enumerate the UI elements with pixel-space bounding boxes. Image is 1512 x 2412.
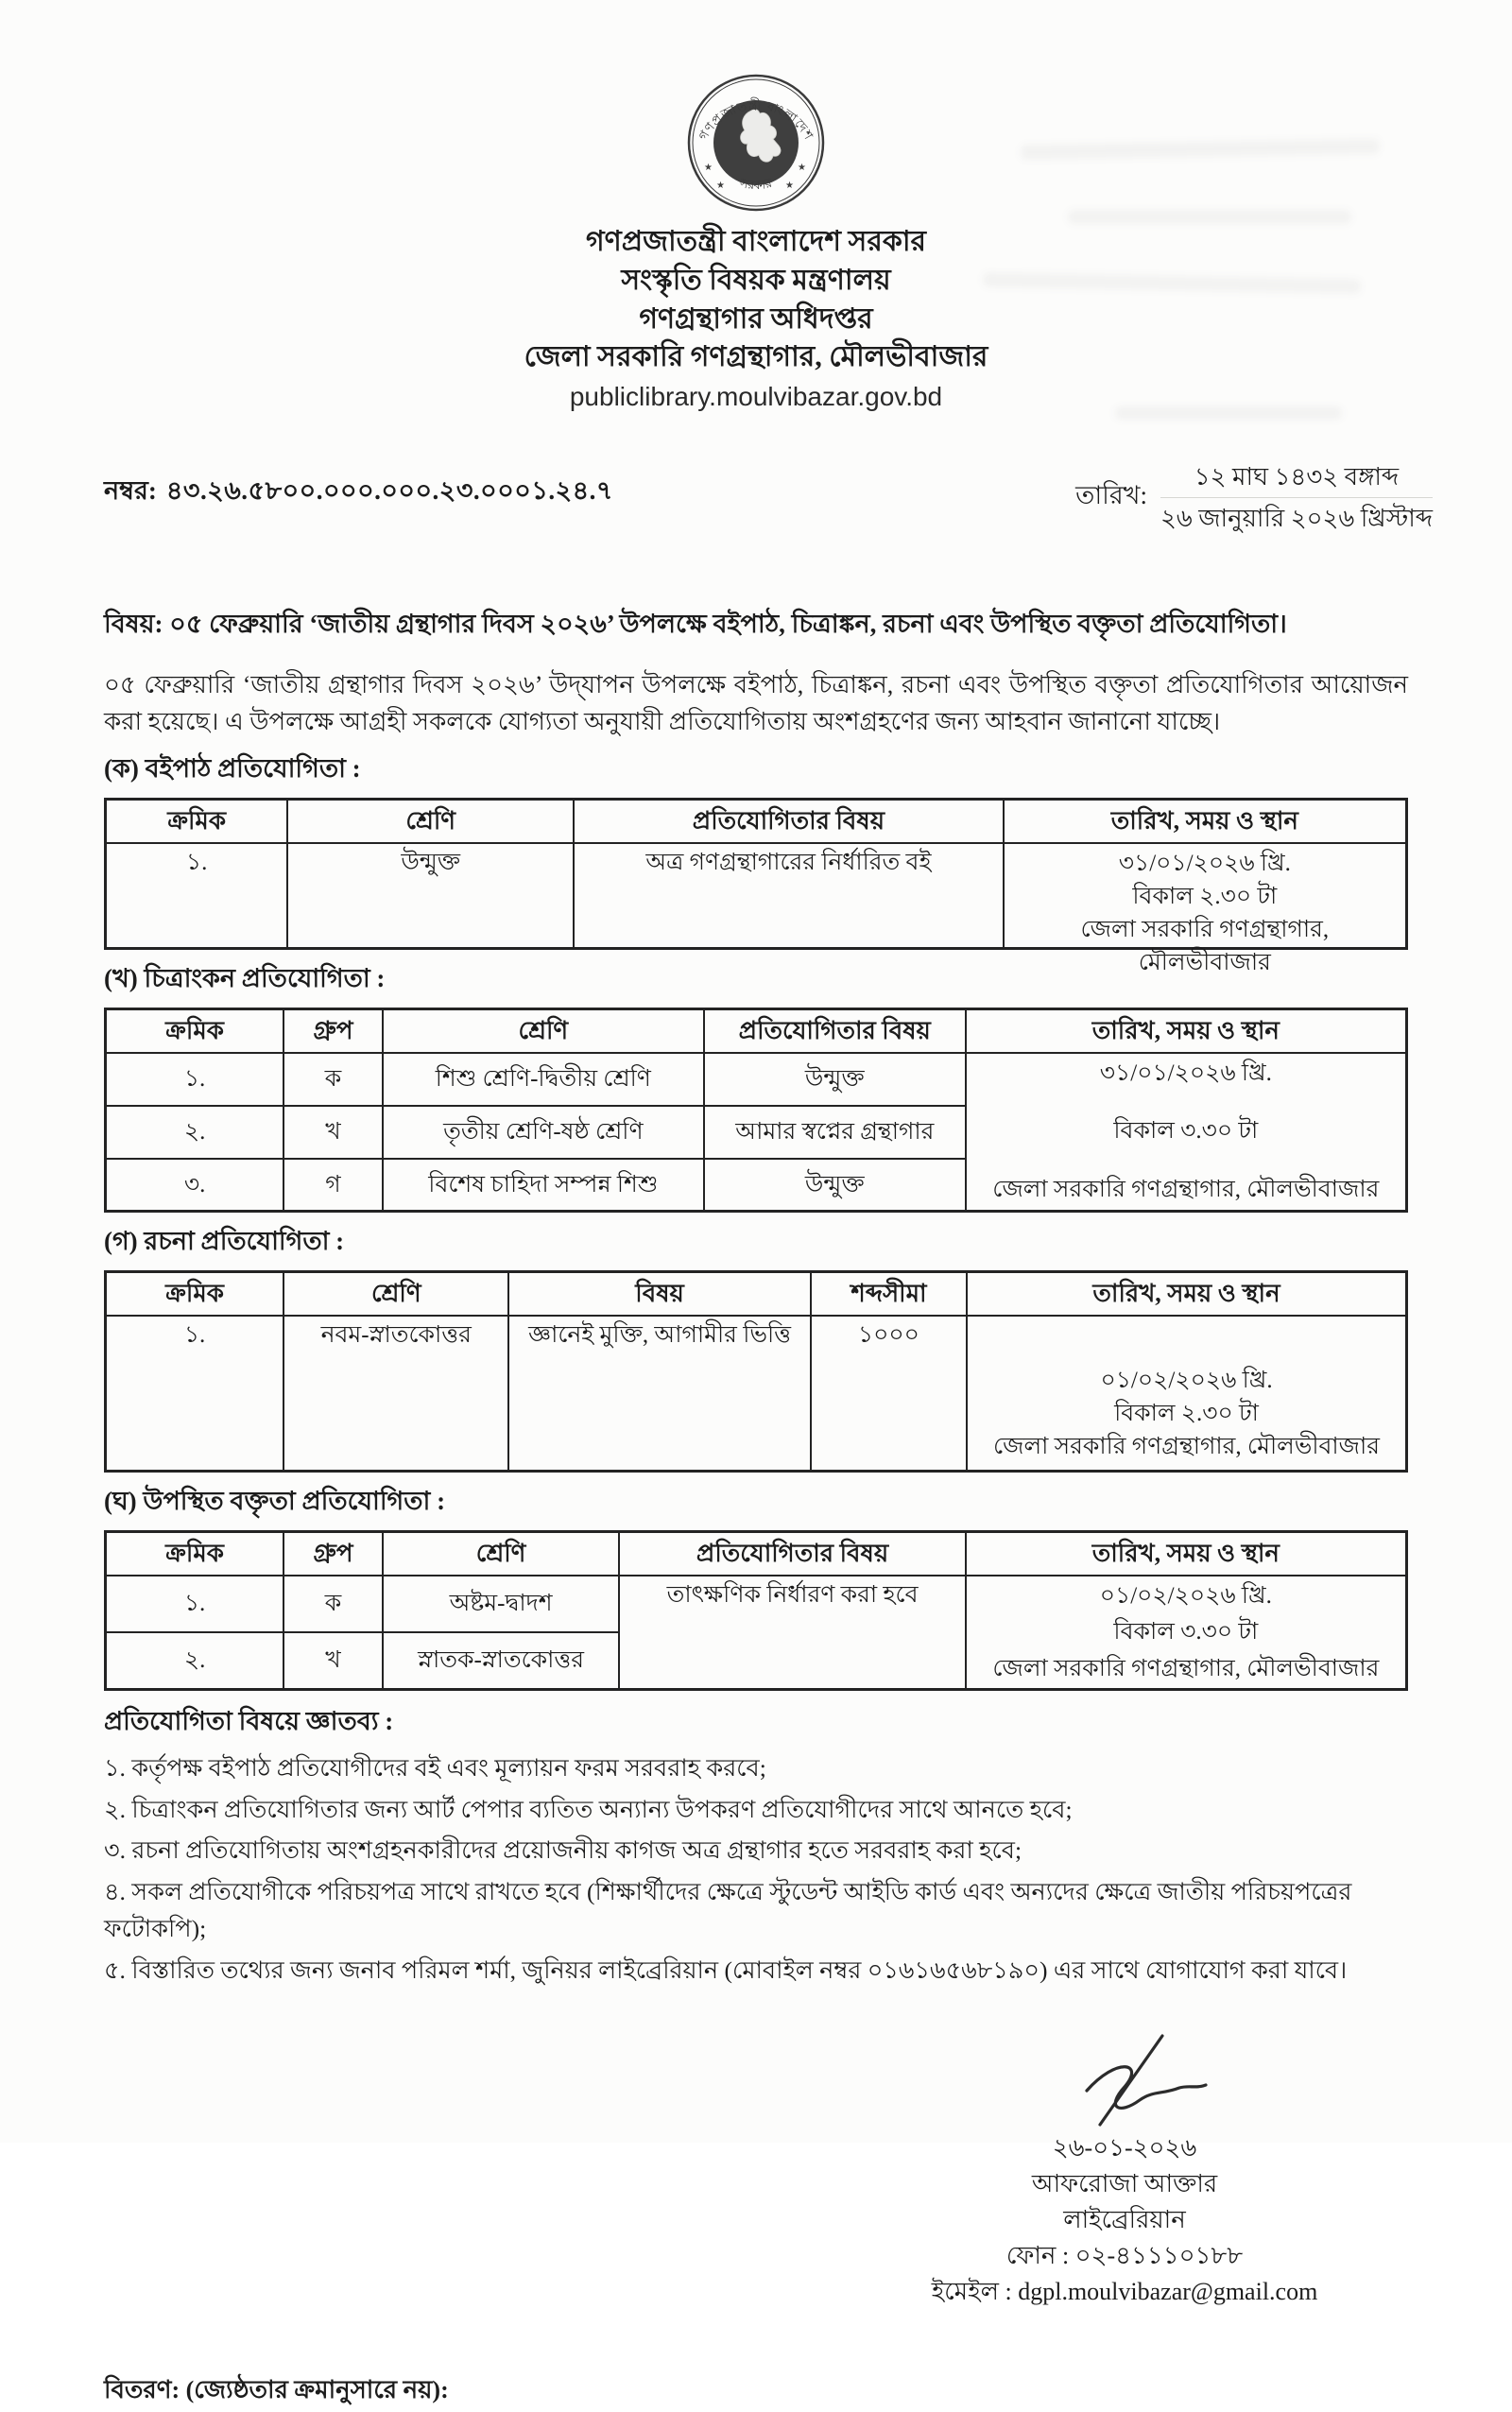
- seal-star-icon: ★: [704, 163, 713, 173]
- event-time: বিকাল ৩.৩০ টা: [1113, 1118, 1259, 1145]
- cell-subject: তাৎক্ষণিক নির্ধারণ করা হবে: [619, 1576, 965, 1690]
- event-date: ০১/০২/২০২৬ খ্রি.: [1100, 1367, 1273, 1393]
- bleed-through-artifact: [1115, 406, 1342, 420]
- event-venue: জেলা সরকারি গণগ্রন্থাগার, মৌলভীবাজার: [992, 1655, 1380, 1681]
- distribution-line: বিতরণ: (জ্যেষ্ঠতার ক্রমানুসারে নয়):: [104, 2375, 449, 2403]
- cell-subject: উন্মুক্ত: [704, 1159, 966, 1212]
- note-item: ৩. রচনা প্রতিযোগিতায় অংশগ্রহনকারীদের প্রয়োজনীয় কাগজ অত্র গ্রন্থাগার হতে সরবরাহ করা হবে;: [104, 1836, 1022, 1865]
- cell-class: অষ্টম-দ্বাদশ: [383, 1576, 620, 1632]
- handwritten-signature-icon: [1064, 2030, 1234, 2134]
- note-item: ১. কর্তৃপক্ষ বইপাঠ প্রতিযোগীদের বই এবং মূল্যায়ন ফরম সরবরাহ করবে;: [104, 1753, 766, 1782]
- cell-serial: ২.: [106, 1106, 284, 1159]
- org-line-directorate: গণগ্রন্থাগার অধিদপ্তর: [639, 302, 873, 335]
- col-serial: ক্রমিক: [106, 800, 288, 843]
- cell-serial: ২.: [106, 1632, 284, 1689]
- org-website: publiclibrary.moulvibazar.gov.bd: [569, 382, 943, 412]
- col-subject: প্রতিযোগিতার বিষয়: [619, 1532, 965, 1576]
- event-venue: জেলা সরকারি গণগ্রন্থাগার, মৌলভীবাজার: [992, 1176, 1380, 1202]
- section-c-heading: (গ) রচনা প্রতিযোগিতা :: [104, 1227, 345, 1256]
- org-line-government: গণপ্রজাতন্ত্রী বাংলাদেশ সরকার: [585, 226, 927, 257]
- cell-class: স্নাতক-স্নাতকোত্তর: [383, 1632, 620, 1689]
- seal-star-icon: ★: [785, 181, 794, 191]
- event-time: বিকাল ২.৩০ টা: [1132, 883, 1278, 909]
- signature-date: ২৬-০১-২০২৬: [1052, 2134, 1197, 2162]
- cell-subject: আমার স্বপ্নের গ্রন্থাগার: [704, 1106, 966, 1159]
- seal-star-icon: ★: [798, 163, 806, 173]
- memo-date: [1075, 458, 1433, 537]
- event-time: বিকাল ৩.৩০ টা: [1113, 1619, 1259, 1645]
- date-bangla: ১২ মাঘ ১৪৩২ বঙ্গাব্দ: [1160, 458, 1433, 498]
- col-serial: ক্রমিক: [106, 1272, 284, 1316]
- table-header-row: [106, 1009, 1407, 1053]
- signatory-email: ইমেইল : dgpl.moulvibazar@gmail.com: [931, 2277, 1318, 2305]
- cell-subject: জ্ঞানেই মুক্তি, আগামীর ভিত্তি: [508, 1316, 810, 1472]
- cell-group: ক: [284, 1053, 383, 1106]
- government-seal-icon: [685, 72, 827, 214]
- cell-datetime: [966, 1053, 1407, 1212]
- note-item: ৪. সকল প্রতিযোগীকে পরিচয়পত্র সাথে রাখতে হবে (শিক্ষার্থীদের ক্ষেত্রে স্টুডেন্ট আইডি কার্ড এবং অন্যদের ক্ষেত্রে জাতীয় পরিচয়পত্রের ফটোকপি);: [104, 1878, 1352, 1942]
- cell-group: ক: [284, 1576, 383, 1632]
- cell-class: তৃতীয় শ্রেণি-ষষ্ঠ শ্রেণি: [383, 1106, 704, 1159]
- col-serial: ক্রমিক: [106, 1009, 284, 1053]
- col-datetime: তারিখ, সময় ও স্থান: [967, 1272, 1406, 1316]
- memo-number: [104, 458, 613, 514]
- cell-class: বিশেষ চাহিদা সম্পন্ন শিশু: [383, 1159, 704, 1212]
- signatory-phone: ফোন : ০২-৪১১১০১৮৮: [1005, 2241, 1244, 2269]
- table-row: [106, 1316, 1407, 1472]
- table-row: [106, 843, 1407, 949]
- seal-bottom-text: সরকার: [738, 175, 774, 193]
- speech-table: [104, 1530, 1408, 1691]
- date-label: তারিখ:: [1075, 481, 1147, 510]
- seal-star-icon: ★: [716, 181, 725, 191]
- col-datetime: তারিখ, সময় ও স্থান: [1004, 800, 1407, 843]
- col-datetime: তারিখ, সময় ও স্থান: [966, 1532, 1407, 1576]
- col-subject: প্রতিযোগিতার বিষয়: [704, 1009, 966, 1053]
- org-line-ministry: সংস্কৃতি বিষয়ক মন্ত্রণালয়: [621, 264, 891, 296]
- event-venue: জেলা সরকারি গণগ্রন্থাগার, মৌলভীবাজার: [993, 1433, 1381, 1459]
- cell-serial: ১.: [106, 1053, 284, 1106]
- table-header-row: [106, 800, 1407, 843]
- event-time: বিকাল ২.৩০ টা: [1114, 1400, 1259, 1426]
- signatory-title: লাইব্রেরিয়ান: [1063, 2206, 1186, 2234]
- letterhead: [104, 72, 1408, 415]
- table-header-row: [106, 1272, 1407, 1316]
- memo-meta-row: [104, 458, 1433, 537]
- cell-wordlimit: ১০০০: [811, 1316, 967, 1472]
- col-class: শ্রেণি: [383, 1532, 620, 1576]
- date-gregorian: ২৬ জানুয়ারি ২০২৬ খ্রিস্টাব্দ: [1160, 505, 1433, 533]
- cell-group: খ: [284, 1632, 383, 1689]
- cell-serial: ১.: [106, 843, 288, 949]
- section-a-heading: (ক) বইপাঠ প্রতিযোগিতা :: [104, 754, 361, 784]
- cell-group: খ: [284, 1106, 383, 1159]
- memo-number-label: নম্বর:: [104, 476, 157, 506]
- body-paragraph: ০৫ ফেব্রুয়ারি ‘জাতীয় গ্রন্থাগার দিবস ২০২৬’ উদ্‌যাপন উপলক্ষে বইপাঠ, চিত্রাঙ্কন, রচনা এবং উপস্থিত বক্তৃতা প্রতিযোগিতার আয়োজন করা হয়েছে। এ উপলক্ষে আগ্রহী সকলকে যোগ্যতা অনুযায়ী প্রতিযোগিতায় অংশগ্রহণের জন্য আহবান জানানো যাচ্ছে।: [104, 671, 1408, 736]
- org-line-library: জেলা সরকারি গণগ্রন্থাগার, মৌলভীবাজার: [524, 341, 988, 373]
- section-b-heading: (খ) চিত্রাংকন প্রতিযোগিতা :: [104, 964, 386, 993]
- col-group: গ্রুপ: [284, 1532, 383, 1576]
- signature-block: [841, 2030, 1408, 2310]
- col-subject: বিষয়: [508, 1272, 810, 1316]
- cell-datetime: [1004, 843, 1407, 975]
- seal-top-text: গণপ্রজাতন্ত্রী বাংলাদেশ: [696, 97, 816, 143]
- event-venue: জেলা সরকারি গণগ্রন্থাগার, মৌলভীবাজার: [1080, 916, 1330, 975]
- cell-serial: ৩.: [106, 1159, 284, 1212]
- table-header-row: [106, 1532, 1407, 1576]
- col-class: শ্রেণি: [383, 1009, 704, 1053]
- essay-table: [104, 1270, 1408, 1473]
- cell-subject: অত্র গণগ্রন্থাগারের নির্ধারিত বই: [574, 843, 1003, 949]
- drawing-table: [104, 1008, 1408, 1213]
- table-row: [106, 1053, 1407, 1106]
- book-reading-table: [104, 798, 1408, 975]
- event-date: ৩১/০১/২০২৬ খ্রি.: [1099, 1060, 1272, 1086]
- cell-class: উন্মুক্ত: [287, 843, 574, 949]
- note-item: ২. চিত্রাংকন প্রতিযোগিতার জন্য আর্ট পেপার ব্যতিত অন্যান্য উপকরণ প্রতিযোগীদের সাথে আনতে হবে;: [104, 1795, 1073, 1823]
- col-group: গ্রুপ: [284, 1009, 383, 1053]
- memo-number-value: ৪৩.২৬.৫৮০০.০০০.০০০.২৩.০০০১.২৪.৭: [165, 476, 613, 506]
- event-date: ০১/০২/২০২৬ খ্রি.: [1099, 1582, 1272, 1609]
- cell-serial: ১.: [106, 1316, 284, 1472]
- cell-class: শিশু শ্রেণি-দ্বিতীয় শ্রেণি: [383, 1053, 704, 1106]
- col-datetime: তারিখ, সময় ও স্থান: [966, 1009, 1407, 1053]
- col-class: শ্রেণি: [284, 1272, 508, 1316]
- subject-line: বিষয়: ০৫ ফেব্রুয়ারি ‘জাতীয় গ্রন্থাগার দিবস ২০২৬’ উপলক্ষে বইপাঠ, চিত্রাঙ্কন, রচনা এবং উপস্থিত বক্তৃতা প্রতিযোগিতা।: [104, 610, 1287, 639]
- section-d-heading: (ঘ) উপস্থিত বক্তৃতা প্রতিযোগিতা :: [104, 1487, 446, 1516]
- col-serial: ক্রমিক: [106, 1532, 284, 1576]
- col-wordlimit: শব্দসীমা: [811, 1272, 967, 1316]
- signatory-name: আফরোজা আক্তার: [1031, 2170, 1218, 2198]
- col-subject: প্রতিযোগিতার বিষয়: [574, 800, 1003, 843]
- event-date: ৩১/০১/২০২৬ খ্রি.: [1118, 850, 1291, 876]
- table-row: [106, 1576, 1407, 1632]
- note-item: ৫. বিস্তারিত তথ্যের জন্য জনাব পরিমল শর্মা, জুনিয়র লাইব্রেরিয়ান (মোবাইল নম্বর ০১৬১৬৫৬৮১৯০) এর সাথে যোগাযোগ করা যাবে।: [104, 1955, 1348, 1984]
- cell-subject: উন্মুক্ত: [704, 1053, 966, 1106]
- notes-heading: প্রতিযোগিতা বিষয়ে জ্ঞাতব্য :: [104, 1706, 394, 1735]
- col-class: শ্রেণি: [287, 800, 574, 843]
- cell-datetime: [966, 1576, 1407, 1690]
- cell-datetime: [967, 1316, 1406, 1472]
- bleed-through-artifact: [1068, 210, 1351, 224]
- cell-group: গ: [284, 1159, 383, 1212]
- cell-serial: ১.: [106, 1576, 284, 1632]
- cell-class: নবম-স্নাতকোত্তর: [284, 1316, 508, 1472]
